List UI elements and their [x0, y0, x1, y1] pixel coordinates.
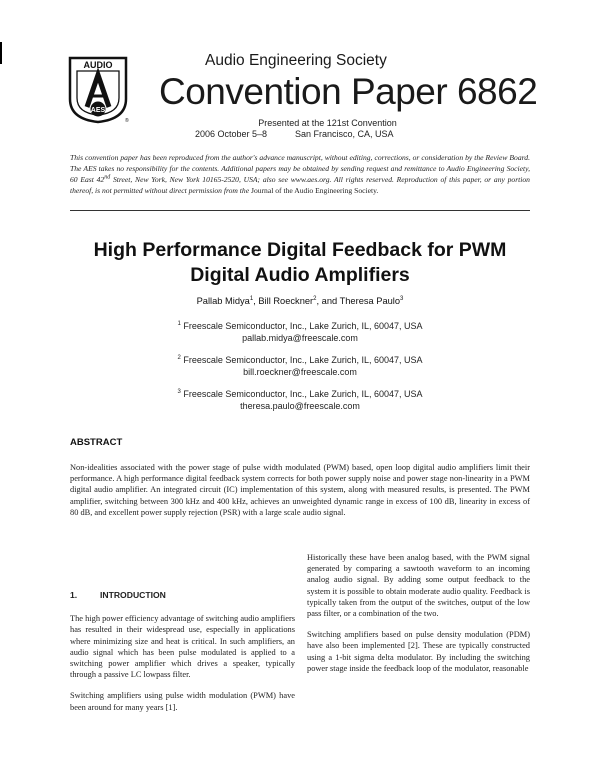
presented-at: Presented at the 121st Convention [258, 118, 397, 128]
paragraph: Historically these have been analog based, with the PWM signal generated by comparing a sawtooth waveform to an incoming analog audio signal. By adding some output feedback to the system it is possible to obtain moderate audio quality. Feedback is typically taken from the output of the switches, output of the low pass filter, or a combination of the two. [307, 553, 530, 619]
paragraph: The high power efficiency advantage of switching audio amplifiers has resulted in their widespread use, especially in applications where minimizing size and heat is critical. In such amplifiers, an audio signal which has been pulse modulated is applied to a switching power amplifier which drives a speaker, typically through a passive LC lowpass filter. [70, 614, 295, 680]
affiliation-email: pallab.midya@freescale.com [242, 332, 358, 343]
paper-title: High Performance Digital Feedback for PWM Digital Audio Amplifiers [93, 239, 507, 286]
notice-sup: nd [104, 174, 111, 181]
notice-text-1: This convention paper has been reproduced from the author's advance manuscript, without editing, corrections, or consideration by the Review Board. The AES takes no responsibility for the contents. Additional papers may be obtained by sending request and remittance to Audio Engineering Society, 60 East 42 [70, 153, 530, 184]
affiliation-sup: 1 [177, 321, 181, 327]
notice-journal: Journal of the Audio Engineering Society. [250, 186, 379, 195]
affiliation-1 [70, 321, 530, 344]
affiliation-org: Freescale Semiconductor, Inc., Lake Zurich, IL, 60047, USA [183, 389, 423, 399]
author-separator: , [253, 296, 259, 306]
society-name: Audio Engineering Society [205, 52, 387, 69]
notice-text-2: Street, New York, New York 10165-2520, USA; also see www.aes.org. All rights reserved. Reproduction of this paper, or any portion thereof, is not permitted without direct permission from the [70, 175, 530, 195]
convention-location: San Francisco, CA, USA [295, 129, 394, 139]
author-name: Pallab Midya [196, 296, 250, 306]
affiliation-sup: 2 [177, 355, 181, 361]
aes-logo-bottom-text: AES [90, 107, 106, 114]
svg-text:®: ® [125, 118, 129, 124]
right-column [307, 552, 530, 684]
convention-date-location [195, 128, 394, 140]
reproduction-notice [70, 152, 530, 196]
section-title: INTRODUCTION [100, 590, 166, 600]
page-edge-mark [0, 42, 2, 64]
affiliation-3 [70, 389, 530, 412]
author-list [70, 295, 530, 307]
abstract-heading: ABSTRACT [70, 437, 123, 448]
paragraph: Switching amplifiers using pulse width modulation (PWM) have been around for many years [1]. [70, 691, 295, 712]
author-name: Bill Roeckner [258, 296, 314, 306]
publication-title: Convention Paper 6862 [159, 71, 538, 112]
introduction-heading [70, 590, 295, 601]
header-divider [70, 210, 530, 211]
affiliation-org: Freescale Semiconductor, Inc., Lake Zurich, IL, 60047, USA [183, 321, 423, 331]
paragraph: Switching amplifiers based on pulse density modulation (PDM) have also been implemented [2]. These are typically constructed using a 1-bit sigma delta modulator. By including the switching power stage inside the feedback loop of the modulator, reasonable [307, 630, 530, 673]
affiliation-org: Freescale Semiconductor, Inc., Lake Zurich, IL, 60047, USA [183, 355, 423, 365]
author-separator: , and [316, 296, 340, 306]
abstract-text: Non-idealities associated with the power stage of pulse width modulated (PWM) based, open loop digital audio amplifiers limit their performance. A high performance digital feedback system corrects for both power supply noise and power stage non-linearity in a PWM digital audio amplifier. An integrated circuit (IC) implementation of this system, along with measured results, is presented. The PWM amplifier, switching between 300 kHz and 400 kHz, achieves an unweighted dynamic range in excess of 100 dB, linearity in excess of 80 dB, and excellent power supply rejection (PSR) with a large scale audio signal. [70, 463, 530, 517]
section-number: 1. [70, 590, 78, 600]
affiliation-email: theresa.paulo@freescale.com [240, 400, 360, 411]
aes-logo-top-text: AUDIO [83, 60, 113, 70]
convention-date: 2006 October 5–8 [195, 129, 268, 139]
aes-logo-graphic [67, 55, 129, 125]
author-name: Theresa Paulo [339, 296, 401, 306]
left-column [70, 590, 295, 723]
affiliation-email: bill.roeckner@freescale.com [243, 366, 357, 377]
affiliation-2 [70, 355, 530, 378]
aes-logo [67, 55, 129, 125]
author-sup: 1 [249, 295, 254, 302]
author-sup: 3 [400, 295, 404, 302]
affiliation-sup: 3 [177, 389, 181, 395]
author-sup: 2 [313, 295, 317, 302]
